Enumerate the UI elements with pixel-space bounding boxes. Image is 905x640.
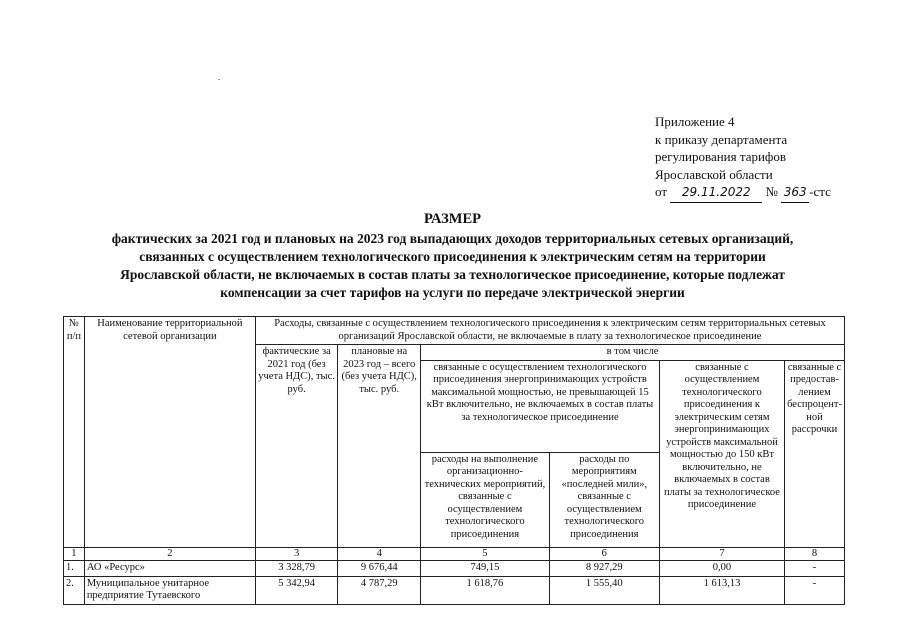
date-prefix: от	[655, 184, 668, 199]
row-installment: -	[785, 561, 845, 577]
col-number: 7	[659, 547, 784, 561]
column-numbers-row	[64, 547, 845, 561]
col-number: 6	[549, 547, 659, 561]
scan-speck	[218, 79, 220, 80]
row-orgtech: 749,15	[421, 561, 550, 577]
row-orgtech: 1 618,76	[421, 576, 550, 604]
header-plan: плановые на 2023 год – всего (без учета НДС), тыс. руб.	[338, 345, 421, 548]
col-number: 8	[785, 547, 845, 561]
row-plan: 4 787,29	[338, 576, 421, 604]
appendix-block	[655, 113, 831, 203]
row-fact: 3 328,79	[255, 561, 337, 577]
header-lastmile: расходы по мероприятиям «последней мили», связанные с осуществлением технологического присоединения	[549, 452, 659, 547]
row-installment: -	[785, 576, 845, 604]
header-installment: связанные с предостав-лением беспроцент-ной рассрочки	[785, 360, 845, 547]
title-line-3: Ярославской области, не включаемых в состав платы за технологическое присоединение, которые подлежат	[120, 267, 785, 282]
row-lastmile: 1 555,40	[549, 576, 659, 604]
order-date: 29.11.2022	[670, 184, 762, 203]
row-plan: 9 676,44	[338, 561, 421, 577]
appendix-line-3: регулирования тарифов	[655, 149, 786, 164]
row-num: 2.	[64, 576, 85, 604]
document-title	[60, 210, 845, 302]
header-upto150: связанные с осуществлением технологического присоединения к электрическим сетям энергопринимающих устройств максимальной мощностью до 150 кВт включительно, не включаемых в состав платы за технологическое присоединение	[659, 360, 784, 547]
losses-table-body	[63, 316, 845, 605]
appendix-line-4: Ярославской области	[655, 166, 773, 182]
order-number: 363	[781, 184, 809, 203]
row-upto150: 1 613,13	[659, 576, 784, 604]
col-number: 1	[64, 547, 85, 561]
number-prefix: №	[765, 184, 778, 199]
row-org: Муниципальное унитарное предприятие Тутаевского	[84, 576, 255, 604]
row-lastmile: 8 927,29	[549, 561, 659, 577]
header-upto15: связанные с осуществлением технологического присоединения энергопринимающих устройств максимальной мощностью, не превышающей 15 кВт включительно, не включаемых в состав платы за технологическое присоединение	[421, 360, 660, 452]
header-costs: Расходы, связанные с осуществлением технологического присоединения к электрическим сетям территориальных сетевых организаций Ярославской области, не включаемые в плату за технологическое присоединение	[255, 317, 844, 345]
header-org: Наименование территориальной сетевой организации	[84, 317, 255, 548]
title-line-2: связанных с осуществлением технологического присоединения к электрическим сетям на территории	[139, 249, 766, 264]
col-number: 5	[421, 547, 550, 561]
row-fact: 5 342,94	[255, 576, 337, 604]
row-upto150: 0,00	[659, 561, 784, 577]
header-fact: фактические за 2021 год (без учета НДС), тыс. руб.	[255, 345, 337, 548]
header-num: № п/п	[64, 317, 85, 548]
title-line-4: компенсации за счет тарифов на услуги по передаче электрической энергии	[220, 285, 685, 300]
title-line-1: фактических за 2021 год и плановых на 2023 год выпадающих доходов территориальных сетевых организаций,	[111, 231, 794, 246]
row-num: 1.	[64, 561, 85, 577]
appendix-line-1: Приложение 4	[655, 114, 735, 129]
title-heading: РАЗМЕР	[424, 211, 481, 227]
col-number: 4	[338, 547, 421, 561]
table-row	[64, 561, 845, 577]
header-including: в том числе	[421, 345, 845, 361]
number-suffix: -стс	[809, 184, 831, 199]
row-org: АО «Ресурс»	[84, 561, 255, 577]
table-row	[64, 576, 845, 604]
col-number: 3	[255, 547, 337, 561]
appendix-line-2: к приказу департамента	[655, 131, 788, 147]
header-orgtech: расходы на выполнение организационно-технических мероприятий, связанные с осуществлением технологического присоединения	[421, 452, 550, 547]
col-number: 2	[84, 547, 255, 561]
appendix-date-line	[655, 183, 831, 203]
